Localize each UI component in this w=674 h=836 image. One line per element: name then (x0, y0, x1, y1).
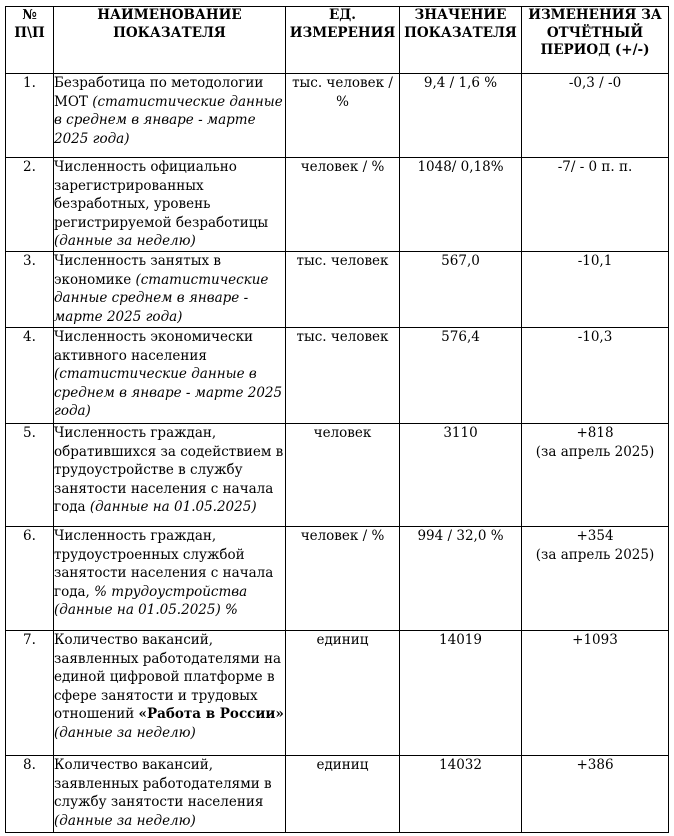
indicator-note: (данные на 01.05.2025) (89, 499, 257, 515)
change-value: -0,3 / -0 (568, 75, 622, 91)
value-cell: 567,0 (400, 252, 522, 328)
table-row (6, 756, 669, 833)
indicator-title: Количество вакансий, заявленных работодателями в службу занятости населения (54, 757, 272, 810)
table-row (6, 158, 669, 252)
row-number: 8. (6, 756, 54, 833)
change-value: -10,1 (577, 253, 613, 269)
change-value: -10,3 (577, 329, 613, 345)
indicator-note: (данные за неделю) (54, 812, 196, 829)
unit-cell: единиц (286, 631, 400, 756)
header-change: ИЗМЕНЕНИЯ ЗА ОТЧЁТНЫЙ ПЕРИОД (+/-) (522, 7, 669, 74)
unit-cell: единиц (286, 756, 400, 833)
table-row (6, 328, 669, 424)
unit-cell: человек / % (286, 158, 400, 252)
header-indicator-name: НАИМЕНОВАНИЕ ПОКАЗАТЕЛЯ (54, 7, 286, 74)
indicator-name (54, 158, 286, 252)
unit-cell: человек / % (286, 527, 400, 631)
row-number: 4. (6, 328, 54, 424)
indicator-name (54, 424, 286, 527)
indicator-platform-name: «Работа в России» (138, 706, 284, 722)
indicator-title: Безработица по методологии МОТ (54, 75, 264, 110)
table-header-row (6, 7, 669, 74)
row-number: 5. (6, 424, 54, 527)
indicator-title: Численность граждан, трудоустроенных службой занятости населения с начала года, (54, 528, 274, 600)
indicator-name (54, 631, 286, 756)
change-value: +354 (576, 528, 614, 544)
value-cell: 3110 (400, 424, 522, 527)
table-row (6, 424, 669, 527)
indicator-title: Численность экономически активного населения (54, 329, 254, 364)
indicator-name (54, 527, 286, 631)
change-value: +1093 (572, 632, 618, 648)
change-value: -7/ - 0 п. п. (557, 159, 633, 175)
unit-cell: тыс. человек / % (286, 74, 400, 158)
labor-market-indicators-table (5, 6, 669, 833)
indicator-note: (данные за неделю) (54, 724, 196, 741)
indicator-name (54, 328, 286, 424)
row-number: 6. (6, 527, 54, 631)
indicator-note: % трудоустройства (данные на 01.05.2025) % (54, 583, 248, 618)
change-period: (за апрель 2025) (535, 546, 655, 563)
value-cell: 576,4 (400, 328, 522, 424)
table-row (6, 527, 669, 631)
row-number: 2. (6, 158, 54, 252)
unit-cell: тыс. человек (286, 328, 400, 424)
indicator-name (54, 756, 286, 833)
value-cell: 1048/ 0,18% (400, 158, 522, 252)
indicator-title: Численность граждан, обратившихся за содействием в трудоустройстве в службу занятости населения с начала года (54, 425, 284, 515)
change-cell (522, 158, 669, 252)
indicator-note: (статистические данные в среднем в январе - марте 2025 года) (54, 366, 283, 419)
unit-cell: человек (286, 424, 400, 527)
change-cell (522, 74, 669, 158)
header-unit: ЕД. ИЗМЕРЕНИЯ (286, 7, 400, 74)
change-value: +386 (576, 757, 614, 773)
change-cell (522, 756, 669, 833)
row-number: 3. (6, 252, 54, 328)
indicator-note: (данные за неделю) (54, 233, 196, 249)
indicator-title: Количество вакансий, заявленных работодателями на единой цифровой платформе в сфере занятости и трудовых отношений (54, 632, 282, 722)
table-row (6, 631, 669, 756)
value-cell: 14032 (400, 756, 522, 833)
table-row (6, 252, 669, 328)
change-value: +818 (576, 425, 614, 441)
header-value: ЗНАЧЕНИЕ ПОКАЗАТЕЛЯ (400, 7, 522, 74)
row-number: 7. (6, 631, 54, 756)
value-cell: 14019 (400, 631, 522, 756)
indicator-title: Численность официально зарегистрированных безработных, уровень регистрируемой безработицы (54, 159, 269, 231)
change-cell (522, 252, 669, 328)
value-cell: 9,4 / 1,6 % (400, 74, 522, 158)
indicator-note: (статистические данные в среднем в январе - марте 2025 года) (54, 93, 283, 147)
change-period: (за апрель 2025) (535, 443, 655, 460)
row-number: 1. (6, 74, 54, 158)
change-cell (522, 527, 669, 631)
indicator-note: (статистические данные среднем в январе - марте 2025 года) (54, 271, 269, 325)
indicator-title: Численность занятых в экономике (54, 253, 221, 288)
indicator-name (54, 74, 286, 158)
change-cell (522, 328, 669, 424)
header-number: № П\П (6, 7, 54, 74)
change-cell (522, 631, 669, 756)
indicator-name (54, 252, 286, 328)
value-cell: 994 / 32,0 % (400, 527, 522, 631)
change-cell (522, 424, 669, 527)
unit-cell: тыс. человек (286, 252, 400, 328)
table-row (6, 74, 669, 158)
